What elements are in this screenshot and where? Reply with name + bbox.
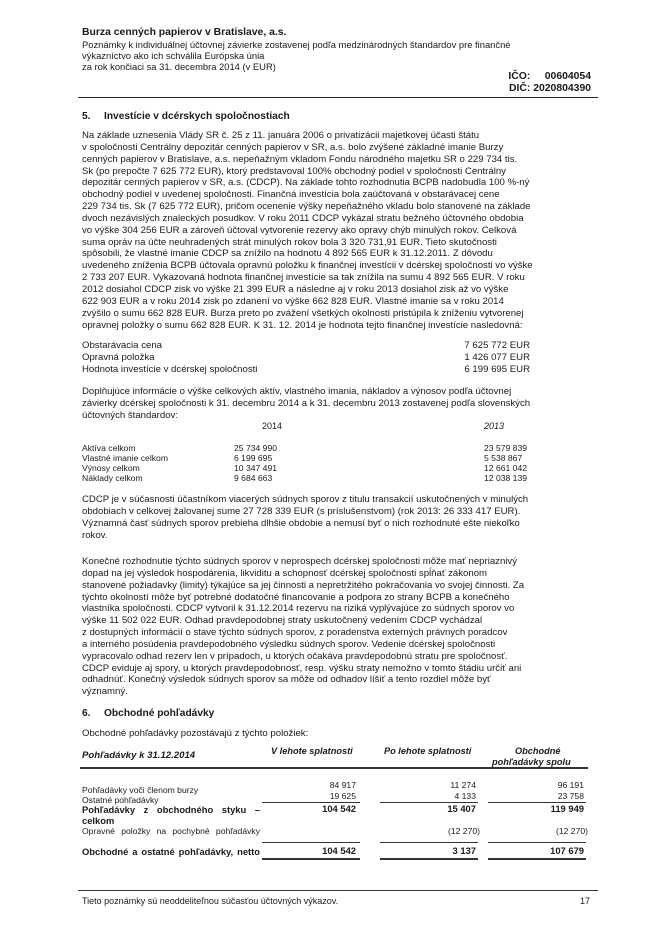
section-6-title: Obchodné pohľadávky (104, 708, 215, 719)
text-line: stanovené požiadavky (limity) týkajúce sa jej činnosti a nepretržitého pokračovania vo svojej činnosti. Za (82, 579, 525, 591)
section-6-intro: Obchodné pohľadávky pozostávajú z týchto položiek: (82, 728, 309, 739)
text-line: významný. (82, 686, 128, 698)
subtitle-line-3: za rok končiaci sa 31. decembra 2014 (v EUR) (82, 61, 276, 72)
subtitle-line-1: Poznámky k individuálnej účtovnej závierke zostavenej podľa medzinárodných štandardov pre finančné (82, 39, 511, 50)
text-line: 2012 dosiahol CDCP zisk vo výške 21 399 EUR a následne aj v roku 2013 dosiahol zisk až vo výške (82, 283, 509, 295)
text-line: 2 733 207 EUR. Vykazovaná hodnota finančnej investície sa tak znížila na sumu 4 892 565 EUR. V roku (82, 272, 525, 284)
section-6-number: 6. (82, 708, 91, 719)
text-line: závierky dcérskej spoločnosti k 31. decembru 2014 a k 31. decembru 2013 zostavenej podľa slovenských (82, 397, 531, 409)
section-5-paragraph-1 (82, 130, 594, 331)
section-5-paragraph-3 (82, 494, 594, 541)
text-line: Významná časť súdnych sporov prebieha dlhšie obdobie a nemusí byť o nich rozhodnuté ešte niekoľko (82, 517, 520, 529)
text-line: z dostupných informácií o stave týchto súdnych sporov, z poradenstva externých právnych poradcov (82, 627, 508, 639)
receivables-row-label-text: Opravné položky na pochybné pohľadávky (82, 826, 260, 836)
text-line: suma opráv na účte neuhradených strát minulých rokov bola 3 320 731,91 EUR. Tieto skutočnosti (82, 236, 497, 248)
ico-number: IČO: 00604054 (508, 71, 591, 82)
text-line: 229 734 tis. Sk (7 625 772 EUR), pričom ocenenie výšky nepeňažného vkladu bolo stanovené na základe (82, 201, 531, 213)
subsidiary-row-label: Aktíva celkom (82, 443, 136, 453)
subsidiary-row-label: Výnosy celkom (82, 463, 140, 473)
investment-value-value: 6 199 695 EUR (464, 364, 530, 375)
text-line: a interného posúdenia pravdepodobného výsledku súdnych sporov. Vedenie dcérskej spoločnosti (82, 638, 496, 650)
footer-note: Tieto poznámky sú neoddeliteľnou súčasťou účtovných výkazov. (82, 896, 339, 906)
text-line: spôsobili, že vlastné imanie CDCP sa znížilo na hodnotu 4 892 565 EUR k 31.12.2011. Z dôvodu (82, 248, 493, 260)
subsidiary-row-label: Vlastné imanie celkom (82, 453, 168, 463)
receivables-col-header-due: V lehote splatnosti (271, 746, 353, 756)
acquisition-cost-value: 7 625 772 EUR (464, 340, 530, 351)
text-line: týchto okolností môže byť potrebné dodatočné financovanie a podpora zo strany BCPB a konečného (82, 591, 510, 603)
column-rule (380, 842, 478, 843)
subsidiary-row-2013: 23 579 839 (484, 443, 528, 453)
text-line: zvýšilo o sumu 662 828 EUR. Burza preto po zvážení všetkých okolností pristúpila k zníženiu vytvorenej (82, 307, 524, 319)
receivables-row-label: Pohľadávky voči členom burzy (82, 785, 199, 795)
subsidiary-row-2013: 12 038 139 (484, 473, 528, 483)
receivables-row-due: 104 542 (322, 803, 356, 814)
receivables-row-total: 23 758 (557, 791, 584, 801)
column-double-rule (488, 858, 586, 860)
text-line: dvoch nezávislých znaleckých posudkov. V roku 2011 CDCP vykázal stratu bežného účtovného obdobia (82, 212, 524, 224)
text-line: vo výške 304 256 EUR a zároveň účtoval vytvorenie rezervy ako opravy chýb minulých rokov. Celková (82, 224, 517, 236)
receivables-row-label-bold (82, 804, 260, 826)
subsidiary-row-2014: 10 347 491 (234, 463, 278, 473)
column-double-rule (262, 858, 360, 860)
text-line: vlastníka spoločnosti. CDCP vytvoril k 31.12.2014 rezervu na riziká vyplývajúce zo súdnych sporov vo (82, 603, 515, 615)
text-line: dopad na jej výsledok hospodárenia, likviditu a schopnosť dcérskej spoločnosti spĺňať zákonom (82, 567, 488, 579)
receivables-row-due: 84 917 (329, 780, 356, 790)
receivables-row-overdue: 11 274 (450, 780, 476, 790)
receivables-row-total: 107 679 (550, 845, 584, 856)
text-line: opravnej položky o sumu 662 828 EUR. K 31. 12. 2014 je hodnota tejto finančnej investície nasledovná: (82, 319, 523, 331)
text-line: uvedeného zníženia BCPB účtovala opravnú položku k finančnej investícii v dcérskej spoločnosti vo výške (82, 260, 533, 272)
year-2013-header: 2013 (484, 421, 505, 431)
text-line: Konečné rozhodnutie týchto súdnych sporov v neprospech dcérskej spoločnosti môže mať nepriaznivý (82, 556, 518, 567)
receivables-row-due: 19 625 (329, 791, 356, 801)
receivables-row-due: 104 542 (322, 845, 356, 856)
text-line: CDCP eviduje aj spory, u ktorých pravdepodobnosť, resp. výšku straty nemožno v tomto štádiu určiť ani (82, 662, 522, 674)
text-line: rokov. (82, 529, 108, 541)
text-line: CDCP je v súčasnosti účastníkom viacerých súdnych sporov z titulu transakcií uskutočnených v minulých (82, 494, 529, 505)
receivables-row-overdue: 3 137 (452, 845, 476, 856)
subtitle-line-2: výkazníctvo ako ich schválila Európska únia (82, 50, 265, 61)
receivables-row-overdue: 15 407 (447, 803, 476, 814)
company-name: Burza cenných papierov v Bratislave, a.s. (82, 27, 287, 38)
provision-label: Opravná položka (82, 352, 155, 363)
receivables-row-label (82, 826, 260, 837)
section-5-title: Investície v dcérskych spoločnostiach (104, 111, 290, 122)
column-rule (262, 842, 360, 843)
receivables-row-label-text: Obchodné a ostatné pohľadávky, netto (82, 846, 260, 857)
subsidiary-row-label: Náklady celkom (82, 473, 143, 483)
text-line: odhadnúť. Konečný výsledok súdnych sporov sa môže od odhadov líšiť a tento rozdiel môže byť (82, 674, 491, 686)
receivables-col-header-total-2: pohľadávky spolu (492, 757, 571, 767)
investment-value-label: Hodnota investície v dcérskej spoločnosti (82, 364, 258, 375)
text-line: Doplňujúce informácie o výške celkových aktív, vlastného imania, nákladov a výnosov podľa účtovnej (82, 386, 512, 397)
subsidiary-row-2013: 5 538 867 (484, 453, 523, 463)
subsidiary-row-2013: 12 661 042 (484, 463, 528, 473)
receivables-header-rule (80, 767, 588, 769)
column-rule (488, 842, 586, 843)
text-line: vypracovalo odhad rezerv len v prípadoch, u ktorých očakáva pravdepodobnú stratu pre spoločnosť. (82, 650, 508, 662)
footer-divider (78, 890, 598, 891)
receivables-row-label-text: Pohľadávky z obchodného styku – celkom (82, 804, 260, 826)
text-line: obdobiach v celkovej žalovanej sume 27 728 339 EUR (s príslušenstvom) (rok 2013: 26 333 417 EUR). (82, 505, 521, 517)
text-line: výške 11 502 022 EUR. Odhad pravdepodobnej straty uskutočnený vedením CDCP vychádzal (82, 615, 483, 627)
section-5-paragraph-2 (82, 386, 594, 422)
text-line: 622 903 EUR a v roku 2014 zisk po zdanení vo výške 662 828 EUR. Vlastné imanie sa v roku 2014 (82, 295, 504, 307)
receivables-col-header-total-1: Obchodné (515, 746, 561, 756)
text-line: cenných papierov v Bratislave, a.s. nepeňažným vkladom Fondu národného majetku SR o 229 734 tis. (82, 153, 518, 165)
section-5-paragraph-4 (82, 556, 594, 698)
receivables-row-total: 119 949 (550, 803, 584, 814)
receivables-col-header-label: Pohľadávky k 31.12.2014 (82, 750, 196, 761)
subsidiary-row-2014: 6 199 695 (234, 453, 273, 463)
acquisition-cost-label: Obstarávacia cena (82, 340, 162, 351)
text-line: Sk (po prepočte 7 625 772 EUR), ktorý predstavoval 100% obchodný podiel v spoločnosti Centrálny (82, 165, 506, 177)
receivables-row-overdue: (12 270) (447, 826, 480, 836)
text-line: Na základe uznesenia Vlády SR č. 25 z 11. januára 2006 o privatizácii majetkovej účasti štátu (82, 130, 480, 141)
provision-value: 1 426 077 EUR (464, 352, 530, 363)
subsidiary-row-2014: 25 734 990 (234, 443, 278, 453)
text-line: účtovných štandardov: (82, 409, 178, 421)
year-2014-header: 2014 (262, 421, 283, 431)
subsidiary-row-2014: 9 684 663 (234, 473, 273, 483)
column-double-rule (380, 858, 478, 860)
header-divider (78, 97, 598, 98)
text-line: obchodný podiel v uvedenej spoločnosti. Finančná investícia bola zaúčtovaná v obstarávacej cene (82, 189, 500, 201)
receivables-col-header-overdue: Po lehote splatnosti (384, 746, 472, 756)
receivables-row-total: 96 191 (557, 780, 584, 790)
page-number: 17 (580, 896, 591, 906)
receivables-row-label-bold (82, 846, 260, 857)
receivables-row-total: (12 270) (555, 826, 588, 836)
receivables-row-label: Ostatné pohľadávky (82, 795, 159, 805)
dic-number: DIČ: 2020804390 (508, 83, 591, 94)
text-line: depozitár cenných papierov v SR, a.s. (CDCP). Na základe tohto rozhodnutia BCPB nadobudla 100 %-ný (82, 177, 530, 189)
text-line: v spoločnosti Centrálny depozitár cenných papierov v SR, a.s. bolo zvýšené základné imanie Burzy (82, 141, 504, 153)
receivables-row-overdue: 4 133 (454, 791, 476, 801)
section-5-number: 5. (82, 111, 91, 122)
